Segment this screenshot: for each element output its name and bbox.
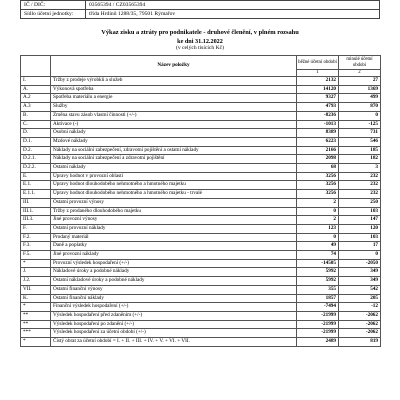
row-previous-value: 27 — [339, 77, 381, 86]
row-code: III.1. — [21, 207, 51, 216]
row-current-value: 3256 — [297, 172, 339, 181]
row-current-value: 2 — [297, 216, 339, 225]
row-current-value: 8389 — [297, 129, 339, 138]
row-current-value: 68 — [297, 164, 339, 173]
row-name: Úpravy hodnot v provozní oblasti — [51, 172, 297, 181]
row-previous-value: 182 — [339, 155, 381, 164]
row-previous-value: -12 — [339, 303, 381, 312]
row-previous-value: 870 — [339, 103, 381, 112]
row-code: A.2 — [21, 94, 51, 103]
row-name: Výsledek hospodaření před zdaněním (+/-) — [51, 311, 297, 320]
row-previous-value: 205 — [339, 294, 381, 303]
row-name: Ostatní nákladové úroky a podobné náklady — [51, 277, 297, 286]
table-row — [21, 294, 381, 303]
table-row — [21, 155, 381, 164]
report-date: ke dni 31.12.2022 — [177, 38, 223, 45]
table-row — [21, 242, 381, 251]
company-info-label: IČ / DIČ: — [21, 1, 86, 10]
row-code: J.2. — [21, 277, 51, 286]
row-previous-value: 232 — [339, 172, 381, 181]
row-current-value: 4793 — [297, 103, 339, 112]
company-info-table — [20, 0, 380, 19]
row-current-value: 1857 — [297, 294, 339, 303]
row-name: Náklady na sociální zabezpečení, zdravotní pojištění a ostatní náklady — [51, 146, 297, 155]
row-current-value: -8236 — [297, 111, 339, 120]
row-code: *** — [21, 329, 51, 338]
table-row — [21, 216, 381, 225]
row-current-value: 123 — [297, 224, 339, 233]
row-current-value: 5992 — [297, 268, 339, 277]
row-name: Náklady na sociální zabezpečení a zdravotní pojištění — [51, 155, 297, 164]
table-row — [21, 190, 381, 199]
row-code: E.1. — [21, 181, 51, 190]
row-current-value: 2489 — [297, 338, 339, 347]
row-current-value: 74 — [297, 251, 339, 260]
table-row — [21, 85, 381, 94]
row-previous-value: 819 — [339, 338, 381, 347]
row-name: Finanční výsledek hospodaření (+/-) — [51, 303, 297, 312]
row-previous-value: 542 — [339, 285, 381, 294]
row-name: Mzdové náklady — [51, 137, 297, 146]
row-previous-value: -2062 — [339, 311, 381, 320]
row-current-value: -7494 — [297, 303, 339, 312]
row-previous-value: 349 — [339, 277, 381, 286]
row-code: F.3. — [21, 242, 51, 251]
row-previous-value: 147 — [339, 216, 381, 225]
row-code: J. — [21, 268, 51, 277]
table-row — [21, 103, 381, 112]
row-current-value: -1013 — [297, 120, 339, 129]
row-previous-value: 232 — [339, 181, 381, 190]
row-previous-value: 349 — [339, 268, 381, 277]
row-name: Prodaný materiál — [51, 233, 297, 242]
row-previous-value: 103 — [339, 207, 381, 216]
header-code-cell — [21, 56, 51, 77]
row-current-value: -21999 — [297, 311, 339, 320]
table-row — [21, 320, 381, 329]
row-code: D.2.1. — [21, 155, 51, 164]
row-current-value: -21999 — [297, 329, 339, 338]
table-row — [21, 277, 381, 286]
table-row — [21, 233, 381, 242]
table-row — [21, 198, 381, 207]
row-name: Nákladové úroky a podobné náklady — [51, 268, 297, 277]
table-row — [21, 77, 381, 86]
row-previous-value: -2050 — [339, 259, 381, 268]
row-code: I. — [21, 77, 51, 86]
row-previous-value: 0 — [339, 111, 381, 120]
table-row — [21, 311, 381, 320]
row-current-value: 0 — [297, 233, 339, 242]
row-previous-value: 731 — [339, 129, 381, 138]
header-previous-index: 2 — [339, 70, 381, 77]
table-row — [21, 111, 381, 120]
table-row — [21, 285, 381, 294]
row-name: Ostatní provozní náklady — [51, 224, 297, 233]
row-code: E.1.1. — [21, 190, 51, 199]
row-code: III.3. — [21, 216, 51, 225]
row-current-value: 2166 — [297, 146, 339, 155]
report-units: (v celých tisících Kč) — [176, 45, 224, 51]
row-name: Čistý obrat za účetní období = I. + II. + III. + IV. + V. + VI. + VII. — [51, 338, 297, 347]
row-previous-value: 185 — [339, 146, 381, 155]
row-current-value: 3256 — [297, 190, 339, 199]
row-name: Osobní náklady — [51, 129, 297, 138]
row-name: Ostatní náklady — [51, 164, 297, 173]
report-title: Výkaz zisku a ztráty pro podnikatele - druhové členění, v plném rozsahu — [101, 29, 299, 36]
table-row — [21, 224, 381, 233]
row-code: * — [21, 259, 51, 268]
table-row — [21, 164, 381, 173]
row-name: Daně a poplatky — [51, 242, 297, 251]
row-name: Spotřeba materiálu a energie — [51, 94, 297, 103]
row-name: Ostatní finanční výnosy — [51, 285, 297, 294]
row-name: Aktivace (-) — [51, 120, 297, 129]
table-row — [21, 259, 381, 268]
row-previous-value: 17 — [339, 242, 381, 251]
table-row — [21, 338, 381, 347]
company-info-value: třída Hrdinů 1288/35, 79501 Rýmařov — [86, 10, 380, 19]
row-current-value: 2132 — [297, 77, 339, 86]
row-previous-value: 103 — [339, 233, 381, 242]
company-info-value: 03565394 / CZ03565394 — [86, 1, 380, 10]
row-current-value: 5992 — [297, 277, 339, 286]
row-code: ** — [21, 320, 51, 329]
row-current-value: 0 — [297, 207, 339, 216]
row-previous-value: 120 — [339, 224, 381, 233]
row-previous-value: 546 — [339, 137, 381, 146]
company-info-label: Sídlo účetní jednotky: — [21, 10, 86, 19]
row-code: * — [21, 338, 51, 347]
table-row — [21, 303, 381, 312]
row-code: E. — [21, 172, 51, 181]
row-code: K. — [21, 294, 51, 303]
header-current-index: 1 — [297, 70, 339, 77]
row-name: Jiné provozní výnosy — [51, 216, 297, 225]
row-previous-value: 250 — [339, 198, 381, 207]
table-row — [21, 120, 381, 129]
row-name: Tržby z prodeje výrobků a služeb — [51, 77, 297, 86]
row-name: Výsledek hospodaření za účetní období (+/-) — [51, 329, 297, 338]
row-code: D.1. — [21, 137, 51, 146]
row-current-value: 6223 — [297, 137, 339, 146]
row-code: D. — [21, 129, 51, 138]
row-previous-value: -125 — [339, 120, 381, 129]
income-statement-table — [20, 55, 381, 347]
row-name: Služby — [51, 103, 297, 112]
row-name: Úpravy hodnot dlouhodobého nehmotného a hmotného majetku — [51, 181, 297, 190]
row-current-value: -14505 — [297, 259, 339, 268]
row-current-value: 49 — [297, 242, 339, 251]
company-info-row — [21, 10, 380, 19]
row-code: D.2.2. — [21, 164, 51, 173]
row-code: F.2. — [21, 233, 51, 242]
row-current-value: 2098 — [297, 155, 339, 164]
row-previous-value: 232 — [339, 190, 381, 199]
row-previous-value: 1369 — [339, 85, 381, 94]
company-info-row — [21, 1, 380, 10]
row-code: VII. — [21, 285, 51, 294]
row-previous-value: 3 — [339, 164, 381, 173]
table-row — [21, 137, 381, 146]
row-name: Ostatní finanční náklady — [51, 294, 297, 303]
row-current-value: 2 — [297, 198, 339, 207]
row-code: A. — [21, 85, 51, 94]
row-code: B. — [21, 111, 51, 120]
table-row — [21, 181, 381, 190]
row-code: * — [21, 303, 51, 312]
row-name: Výkonová spotřeba — [51, 85, 297, 94]
table-row — [21, 329, 381, 338]
table-row — [21, 129, 381, 138]
row-code: D.2. — [21, 146, 51, 155]
header-item-name: Název položky — [51, 56, 297, 77]
row-code: ** — [21, 311, 51, 320]
row-previous-value: -2062 — [339, 320, 381, 329]
row-name: Jiné provozní náklady — [51, 251, 297, 260]
header-current-period: běžné účetní období — [297, 56, 339, 70]
row-code: III. — [21, 198, 51, 207]
row-current-value: 3256 — [297, 181, 339, 190]
table-row — [21, 146, 381, 155]
row-name: Provozní výsledek hospodaření (+/-) — [51, 259, 297, 268]
row-current-value: 9327 — [297, 94, 339, 103]
header-previous-period: minulé účetní období — [339, 56, 381, 70]
row-current-value: 14120 — [297, 85, 339, 94]
row-name: Výsledek hospodaření po zdanění (+/-) — [51, 320, 297, 329]
table-row — [21, 251, 381, 260]
row-previous-value: 0 — [339, 251, 381, 260]
row-code: F.5. — [21, 251, 51, 260]
table-row — [21, 94, 381, 103]
row-name: Změna stavu zásob vlastní činnosti (+/-) — [51, 111, 297, 120]
row-current-value: -21999 — [297, 320, 339, 329]
table-row — [21, 207, 381, 216]
row-name: Úpravy hodnot dlouhodobého nehmotného a hmotného majetku - trvalé — [51, 190, 297, 199]
row-current-value: 355 — [297, 285, 339, 294]
row-code: F. — [21, 224, 51, 233]
table-row — [21, 268, 381, 277]
row-name: Tržby z prodaného dlouhodobého majetku — [51, 207, 297, 216]
row-name: Ostatní provozní výnosy — [51, 198, 297, 207]
row-previous-value: 499 — [339, 94, 381, 103]
table-row — [21, 172, 381, 181]
row-code: A.3 — [21, 103, 51, 112]
row-code: C. — [21, 120, 51, 129]
row-previous-value: -2062 — [339, 329, 381, 338]
